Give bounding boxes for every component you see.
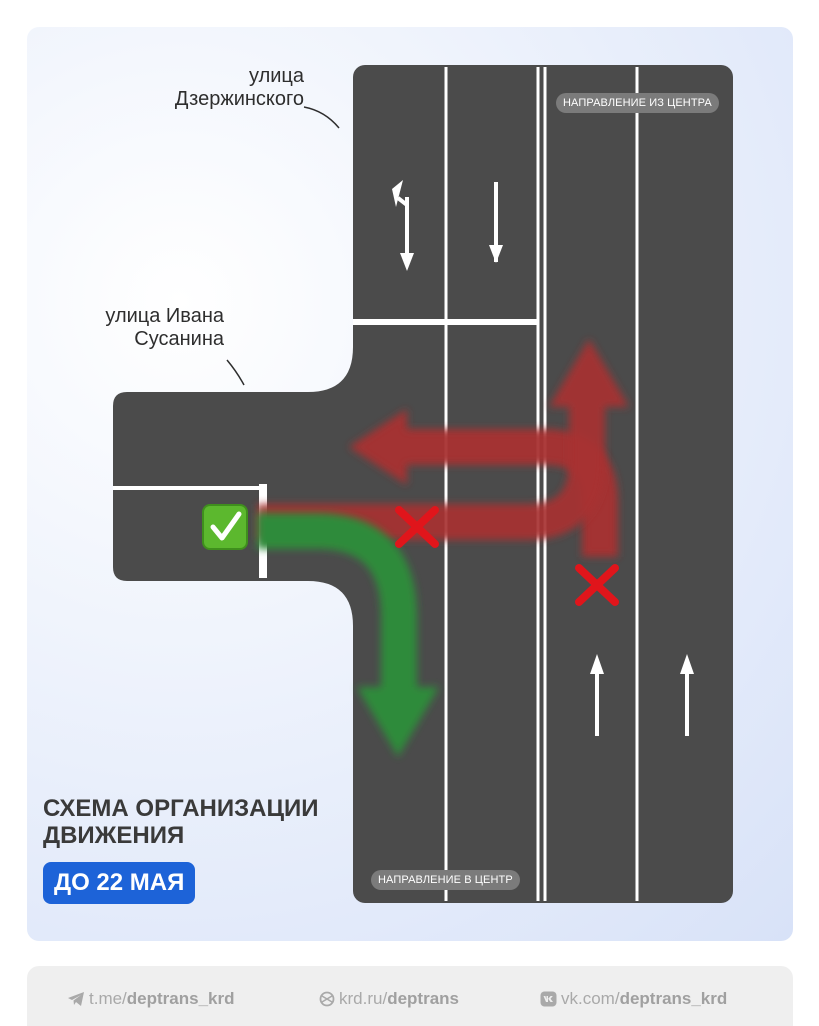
direction-to-center-label: НАПРАВЛЕНИЕ В ЦЕНТР bbox=[371, 870, 520, 890]
vk-icon bbox=[540, 991, 557, 1007]
site-prefix: krd.ru/ bbox=[339, 989, 388, 1008]
check-icon bbox=[203, 505, 247, 549]
page-title: СХЕМА ОРГАНИЗАЦИИ ДВИЖЕНИЯ bbox=[43, 795, 319, 849]
road-surface bbox=[113, 65, 733, 903]
leader-dzerzhinskogo bbox=[304, 107, 339, 128]
street-label-dzerzhinskogo: улица Дзержинского bbox=[174, 65, 304, 110]
telegram-prefix: t.me/ bbox=[89, 989, 127, 1008]
globe-icon bbox=[319, 991, 335, 1007]
street-label-susanina: улица Ивана Сусанина bbox=[105, 305, 224, 350]
site-link[interactable] bbox=[319, 988, 459, 1010]
vk-name: deptrans_krd bbox=[619, 989, 728, 1008]
leader-susanina bbox=[227, 360, 244, 385]
vk-link[interactable] bbox=[540, 988, 727, 1010]
site-name: deptrans bbox=[387, 989, 459, 1008]
scheme-card bbox=[27, 27, 793, 941]
date-badge: ДО 22 МАЯ bbox=[43, 862, 195, 904]
telegram-name: deptrans_krd bbox=[126, 989, 235, 1008]
vk-prefix: vk.com/ bbox=[561, 989, 620, 1008]
telegram-link[interactable] bbox=[67, 988, 235, 1010]
label-leaders bbox=[227, 107, 339, 385]
direction-from-center-label: НАПРАВЛЕНИЕ ИЗ ЦЕНТРА bbox=[556, 93, 719, 113]
telegram-icon bbox=[67, 991, 85, 1007]
footer bbox=[27, 966, 793, 1026]
